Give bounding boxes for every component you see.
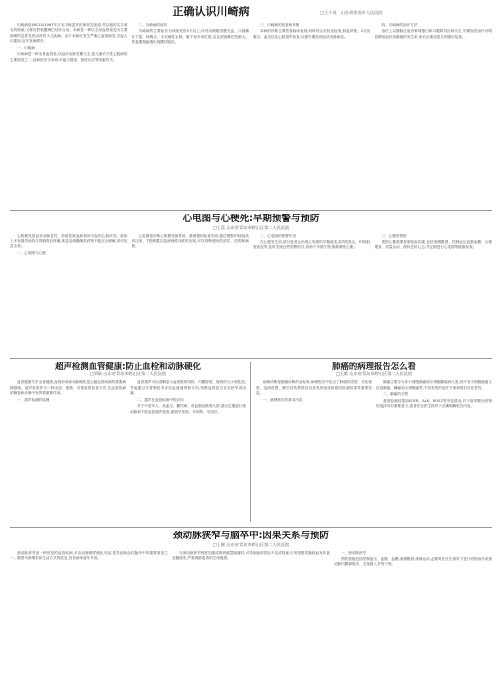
article-paragraph: 预防心梗需要控制危险因素,包括戒烟限酒、控制血压血脂血糖、合理膳食、适量运动、保持良好心态,并定期进行心电图等健康检查。 [374,239,492,250]
article-byline: □王小英 山东省荣成市人民医院 [320,10,383,15]
article-headline: 正确认识川崎病 [172,6,250,18]
article-subhead: 二、肺癌的分型 [383,392,409,397]
article-paragraph: 肺癌主要分为非小细胞肺癌和小细胞肺癌两大类,其中非小细胞肺癌又包括腺癌、鳞癌和大细胞癌等,不同类型的治疗方案和预后存在差异。 [376,380,492,390]
article-ultrasound [10,362,246,522]
article-paragraph: 基因检测结果如EGFR、ALK、ROS1等突变情况,对于指导靶向药物的选择具有重要意义,患者应在医生指导下正确理解报告内容。 [376,398,492,409]
article-paragraph: 川崎病是(MCLS)1967年日本川崎富作医师首先报道,并以他的名字命名的疾病,又称皮肤粘膜淋巴结综合征。本病是一种以全身血管炎变为主要病理的急性发热出疹性小儿疾病。由于本病可发生严重心血管病变,引起人们重视,近年发病增多。 [10,23,128,44]
article-paragraph: 在心梗发生前,部分患者会出现心电图的早期改变,如T波高尖、ST段轻度改变等,及时发现这些预警信号,有助于早期干预,挽救濒死心肌。 [253,239,371,250]
article-paragraph: 病理诊断是肺癌诊断的金标准,病理报告中包含了肿瘤的类型、分化程度、浸润范围、淋巴结转移情况以及免疫组化和基因检测结果等重要信息。 [256,380,372,396]
article-paragraph: 本病的诊断主要依靠临床表现,同时结合实验室检查,如血常规、C反应蛋白、血沉以及心脏超声检查,以便早期发现冠状动脉病变。 [253,29,371,39]
article-paragraph: 治疗上以静脉注射丙种球蛋白和口服阿司匹林为主,早期规范治疗可明显降低冠状动脉瘤的发生率,家长应重视患儿的随访复查。 [374,29,492,39]
article-headline: 超声检测血管健康:防止血栓和动脉硬化 [55,362,201,371]
article-subhead: 一、心电图与心梗 [17,250,46,255]
article-paragraph: 当颈动脉狭窄程度加重或斑块破裂脱落时,可导致脑部供血不足或栓塞,引发短暂性脑缺血发作甚至脑梗死,严重威胁患者的生命健康。 [172,550,330,560]
article-carotid [10,531,492,685]
article-headline: 肺癌的病理报告怎么看 [332,362,416,371]
article-paragraph: 血管健康关乎全身健康,血栓形成和动脉硬化是心脑血管疾病的重要病理基础。超声检查作为一种无创、便捷、可重复的检查方法,在血管疾病的筛查和诊断中发挥着重要作用。 [10,380,126,396]
article-lung-cancer [256,362,492,522]
article-subhead: 一、川崎病 [17,45,35,50]
article-paragraph: 心肌梗死是冠状动脉急性、持续性缺血缺氧所引起的心肌坏死。临床上多有剧烈而持久的胸骨后疼痛,休息及硝酸酯类药物不能完全缓解,常可危及生命。 [10,233,128,249]
column-divider [250,362,251,522]
article-headline: 心电图与心梗死:早期预警与预防 [182,214,320,224]
article-subhead: 一、超声检测的原理 [17,397,50,402]
article-subhead: 二、超声在血管疾病中的应用 [137,397,184,402]
article-subhead: 三、心梗的预防 [381,233,407,238]
section-divider [10,358,492,359]
section-divider [10,210,492,211]
article-subhead: 二、心电图的预警作用 [260,233,296,238]
article-paragraph: 川崎病的主要症状为持续发热5天以上,伴有双侧眼结膜充血、口唇潮红干裂、杨梅舌、手足硬性水肿、躯干部多形红斑,以及颈部淋巴结肿大。恢复期指趾端出现膜状脱皮。 [131,29,249,45]
article-byline: □王颖 山东省青岛市崂山区第二人民医院 [212,541,290,547]
article-headline: 颈动脉狭窄与脑卒中:因果关系与预防 [173,531,329,541]
article-paragraph: 对于中老年人、高血压、糖尿病、高血脂及吸烟人群,建议定期进行颈动脉和下肢血管超声检查,做到早发现、早诊断、早治疗。 [130,404,246,414]
article-paragraph: 川崎病是一种全身血管炎,以冠状动脉受累为主,是儿童后天性心脏病的主要原因之一,其病因至今未明,可能与感染、免疫反应等因素有关。 [10,52,128,62]
section-divider [10,527,492,528]
article-paragraph: 心电图是诊断心肌梗死最常用、最便捷的检查手段,通过观察ST段抬高或压低、T波倒置以及病理性Q波的出现,可以判断梗死的部位、范围和病程。 [131,233,249,249]
article-paragraph: 预防措施包括控制血压、血脂、血糖,戒烟限酒,规律运动,必要时在医生指导下进行药物治疗或颈动脉内膜剥脱术、支架植入术等干预。 [334,556,492,567]
article-subhead: 三、川崎病的检查和诊断 [260,23,300,27]
article-byline: □刘新 山东省青岛市崂山区第二人民医院 [89,371,167,377]
article-paragraph: 血管超声可以清晰显示血管壁的结构、内膜厚度、斑块的大小和性质,并能通过多普勒技术评估血流速度和方向,判断血管是否存在狭窄或闭塞。 [130,380,246,396]
article-byline: □王富 山东省青岛市崂山区第二人民医院 [212,224,290,230]
article-subhead: 一、颈动脉狭窄 [341,550,367,555]
article-ecg [10,214,492,354]
article-paragraph: 颈动脉狭窄是一种常见的血管疾病,多由动脉粥样硬化引起,是导致缺血性脑卒中的重要原因之一。随着年龄增长和生活方式的改变,其发病率逐年升高。 [10,550,168,560]
article-subhead: 一、病理报告的基本内容 [263,397,303,402]
article-kawasaki [10,6,492,206]
article-byline: □王维 山东省青岛市崂山区第二人民医院 [335,371,413,377]
article-subhead: 二、川崎病的症状 [138,23,168,27]
article-subhead: 四、川崎病的治疗方法 [381,23,418,27]
